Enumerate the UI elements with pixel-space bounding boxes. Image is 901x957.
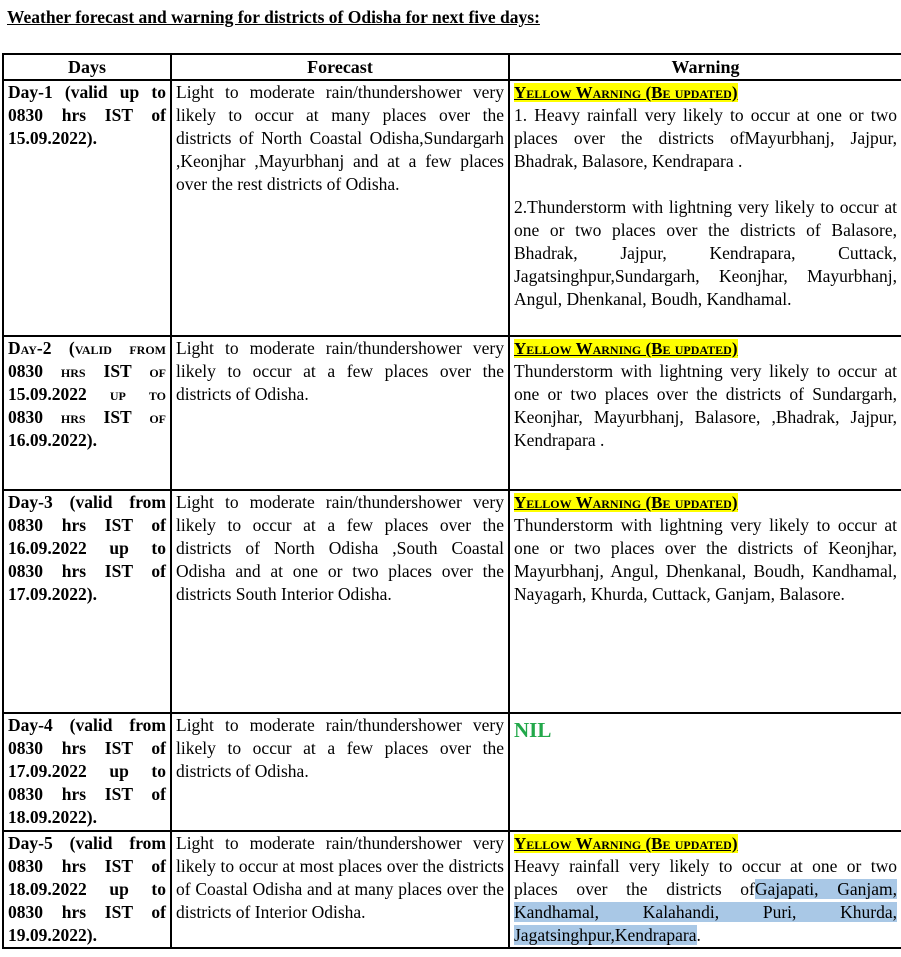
day-cell: Day-4 (valid from 0830 hrs IST of 17.09.2022 up to 0830 hrs IST of 18.09.2022). <box>3 713 171 831</box>
warning-text: Thunderstorm with lightning very likely to occur at one or two places over the districts of Sundargarh, Keonjhar, Mayurbhanj, Balasore, ,Bhadrak, Jajpur, Kendrapara . <box>514 361 897 450</box>
warning-cell <box>509 831 901 948</box>
warning-text: Thunderstorm with lightning very likely to occur at one or two places over the districts of Keonjhar, Mayurbhanj, Angul, Dhenkanal, Boudh, Kandhamal, Nayagarh, Khurda, Cuttack, Ganjam, Balasore. <box>514 515 897 604</box>
warning-text-post: . <box>696 925 701 945</box>
warning-cell <box>509 490 901 713</box>
warning-text-pre: Heavy rainfall very likely to occur at one or two places over the districts of <box>514 856 897 899</box>
table-row <box>3 80 901 336</box>
warning-cell <box>509 713 901 831</box>
forecast-cell: Light to moderate rain/thundershower very likely to occur at a few places over the districts of Odisha. <box>171 336 509 490</box>
header-warning: Warning <box>509 54 901 80</box>
warning-cell <box>509 336 901 490</box>
warning-text <box>514 855 897 947</box>
day-cell: Day-2 (valid from 0830 hrs IST of 15.09.2022 up to 0830 hrs IST of 16.09.2022). <box>3 336 171 490</box>
warning-text: 2.Thunderstorm with lightning very likely to occur at one or two places over the districts of Balasore, Bhadrak, Jajpur, Kendrapara, Cuttack, Jagatsinghpur,Sundargarh, Keonjhar, Mayurbhanj, Angul, Dhenkanal, Boudh, Kandhamal. <box>514 197 897 309</box>
forecast-cell: Light to moderate rain/thundershower very likely to occur at a few places over the districts of Odisha. <box>171 713 509 831</box>
table-row <box>3 831 901 948</box>
table-row <box>3 336 901 490</box>
selected-text[interactable]: Gajapati, Ganjam, Kandhamal, Kalahandi, Puri, Khurda, Jagatsinghpur,Kendrapara <box>514 879 897 945</box>
yellow-warning-badge: Yellow Warning (Be updated) <box>514 834 738 853</box>
page-title: Weather forecast and warning for districts of Odisha for next five days: <box>7 7 540 27</box>
forecast-table <box>2 53 901 949</box>
header-forecast: Forecast <box>171 54 509 80</box>
yellow-warning-badge: Yellow Warning (Be updated) <box>514 493 738 512</box>
header-days: Days <box>3 54 171 80</box>
yellow-warning-badge: Yellow Warning (Be updated) <box>514 339 738 358</box>
table-header-row <box>3 54 901 80</box>
warning-cell <box>509 80 901 336</box>
forecast-cell: Light to moderate rain/thundershower very likely to occur at many places over the districts of North Coastal Odisha,Sundargarh ,Keonjhar ,Mayurbhanj and at a few places over the rest districts of Odisha. <box>171 80 509 336</box>
day-cell: Day-5 (valid from 0830 hrs IST of 18.09.2022 up to 0830 hrs IST of 19.09.2022). <box>3 831 171 948</box>
table-row <box>3 713 901 831</box>
nil-warning: NIL <box>514 718 552 742</box>
day-cell: Day-3 (valid from 0830 hrs IST of 16.09.2022 up to 0830 hrs IST of 17.09.2022). <box>3 490 171 713</box>
warning-text: 1. Heavy rainfall very likely to occur at one or two places over the districts ofMayurbhanj, Jajpur, Bhadrak, Balasore, Kendrapara . <box>514 105 897 171</box>
forecast-cell: Light to moderate rain/thundershower very likely to occur at most places over the districts of Coastal Odisha and at many places over the districts of Interior Odisha. <box>171 831 509 948</box>
forecast-cell: Light to moderate rain/thundershower very likely to occur at a few places over the districts of North Odisha ,South Coastal Odisha and at one or two places over the districts South Interior Odisha. <box>171 490 509 713</box>
day-cell: Day-1 (valid up to 0830 hrs IST of 15.09.2022). <box>3 80 171 336</box>
yellow-warning-badge: Yellow Warning (Be updated) <box>514 83 738 102</box>
table-row <box>3 490 901 713</box>
